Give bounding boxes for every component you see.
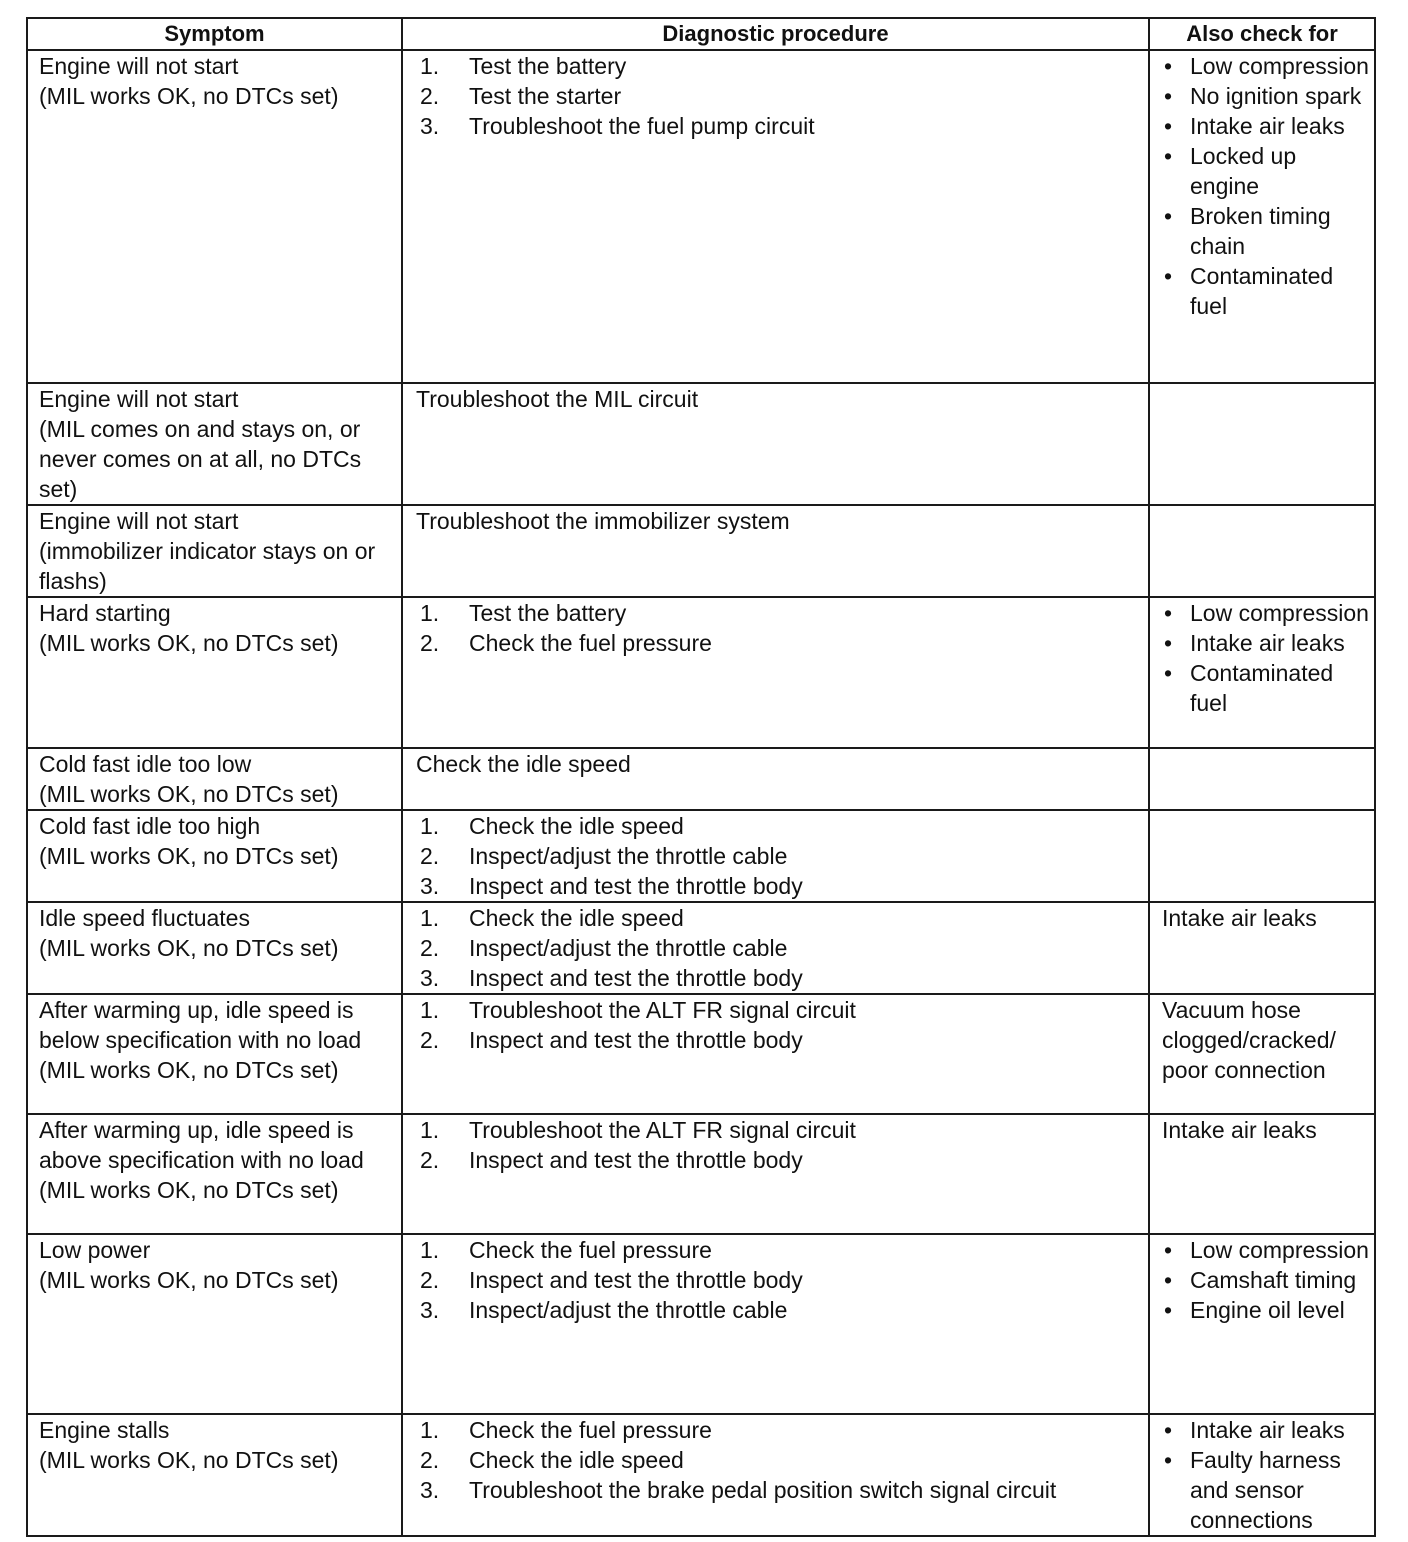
table-row: [27, 902, 1375, 994]
step-text: Troubleshoot the ALT FR signal circuit: [469, 1117, 856, 1143]
procedure-cell: [402, 1234, 1149, 1414]
also-check-cell: [1149, 597, 1375, 748]
symptom-condition: (MIL comes on and stays on, or never comes on at all, no DTCs set): [39, 416, 362, 502]
bullet-icon: •: [1164, 143, 1173, 169]
step-number: 3.: [420, 113, 440, 139]
also-check-cell: [1149, 383, 1375, 505]
also-check-item: [1162, 201, 1370, 261]
bullet-icon: •: [1164, 83, 1173, 109]
symptom-title: After warming up, idle speed is below specification with no load: [39, 997, 362, 1053]
step-number: 2.: [420, 1027, 440, 1053]
also-check-text: Camshaft timing: [1190, 1267, 1357, 1293]
step-text: Troubleshoot the fuel pump circuit: [469, 113, 815, 139]
procedure-cell: [402, 994, 1149, 1114]
step-number: 2.: [420, 630, 440, 656]
procedure-cell: [402, 50, 1149, 383]
diagnostic-table: [26, 17, 1376, 1537]
table-row: [27, 597, 1375, 748]
table-row: [27, 810, 1375, 902]
bullet-icon: •: [1164, 630, 1173, 656]
step-number: 2.: [420, 1267, 440, 1293]
step-text: Inspect and test the throttle body: [469, 1027, 803, 1053]
symptom-condition: (MIL works OK, no DTCs set): [39, 1177, 339, 1203]
also-check-text: Low compression: [1190, 1237, 1369, 1263]
procedure-cell: [402, 505, 1149, 597]
step-number: 2.: [420, 935, 440, 961]
procedure-cell: [402, 902, 1149, 994]
also-check-text: Intake air leaks: [1162, 905, 1317, 931]
procedure-step: [416, 933, 1140, 963]
table-row: [27, 505, 1375, 597]
step-text: Check the fuel pressure: [469, 1417, 712, 1443]
also-check-text: Low compression: [1190, 53, 1369, 79]
also-check-text: Engine oil level: [1190, 1297, 1345, 1323]
procedure-text: Troubleshoot the immobilizer system: [416, 508, 790, 534]
bullet-icon: •: [1164, 1447, 1173, 1473]
symptom-condition: (MIL works OK, no DTCs set): [39, 781, 339, 807]
also-check-cell: [1149, 994, 1375, 1114]
also-check-item: [1162, 51, 1370, 81]
also-check-text: Intake air leaks: [1162, 1117, 1317, 1143]
header-row: [27, 18, 1375, 50]
also-check-item: [1162, 111, 1370, 141]
step-number: 1.: [420, 1237, 440, 1263]
bullet-icon: •: [1164, 53, 1173, 79]
also-check-cell: [1149, 505, 1375, 597]
step-number: 2.: [420, 83, 440, 109]
bullet-icon: •: [1164, 1237, 1173, 1263]
also-check-cell: [1149, 50, 1375, 383]
procedure-text: Troubleshoot the MIL circuit: [416, 386, 699, 412]
procedure-step: [416, 841, 1140, 871]
also-check-item: [1162, 141, 1370, 201]
bullet-icon: •: [1164, 263, 1173, 289]
symptom-cell: [27, 748, 402, 810]
procedure-step: [416, 1475, 1140, 1505]
also-check-text: Low compression: [1190, 600, 1369, 626]
also-check-text: No ignition spark: [1190, 83, 1362, 109]
also-check-item: [1162, 261, 1370, 321]
also-check-cell: [1149, 748, 1375, 810]
symptom-condition: (MIL works OK, no DTCs set): [39, 1267, 339, 1293]
symptom-condition: (MIL works OK, no DTCs set): [39, 935, 339, 961]
step-text: Check the fuel pressure: [469, 1237, 712, 1263]
procedure-step: [416, 628, 1140, 658]
also-check-item: [1162, 628, 1370, 658]
step-text: Troubleshoot the ALT FR signal circuit: [469, 997, 856, 1023]
also-check-cell: [1149, 902, 1375, 994]
procedure-steps: [416, 598, 1140, 658]
symptom-title: Engine will not start: [39, 508, 239, 534]
procedure-cell: [402, 748, 1149, 810]
also-check-item: [1162, 1265, 1370, 1295]
procedure-step: [416, 995, 1140, 1025]
step-text: Check the idle speed: [469, 1447, 684, 1473]
symptom-condition: (MIL works OK, no DTCs set): [39, 83, 339, 109]
step-number: 1.: [420, 997, 440, 1023]
symptom-cell: [27, 902, 402, 994]
bullet-icon: •: [1164, 600, 1173, 626]
also-check-item: [1162, 81, 1370, 111]
step-number: 1.: [420, 905, 440, 931]
also-check-list: [1162, 1415, 1370, 1535]
also-check-cell: [1149, 1414, 1375, 1536]
symptom-cell: [27, 1414, 402, 1536]
symptom-title: Low power: [39, 1237, 151, 1263]
procedure-steps: [416, 1415, 1140, 1505]
step-number: 3.: [420, 965, 440, 991]
procedure-steps: [416, 1235, 1140, 1325]
also-check-text: Intake air leaks: [1190, 630, 1345, 656]
symptom-condition: (MIL works OK, no DTCs set): [39, 1057, 339, 1083]
symptom-title: After warming up, idle speed is above specification with no load: [39, 1117, 364, 1173]
symptom-cell: [27, 1114, 402, 1234]
symptom-condition: (MIL works OK, no DTCs set): [39, 1447, 339, 1473]
symptom-title: Engine stalls: [39, 1417, 170, 1443]
procedure-step: [416, 1415, 1140, 1445]
bullet-icon: •: [1164, 1297, 1173, 1323]
symptom-title: Cold fast idle too low: [39, 751, 252, 777]
symptom-title: Engine will not start: [39, 386, 239, 412]
step-text: Check the idle speed: [469, 813, 684, 839]
step-text: Check the idle speed: [469, 905, 684, 931]
also-check-cell: [1149, 1234, 1375, 1414]
procedure-steps: [416, 995, 1140, 1055]
table-row: [27, 383, 1375, 505]
also-check-text: Vacuum hose clogged/cracked/ poor connection: [1162, 997, 1336, 1083]
also-check-item: [1162, 1295, 1370, 1325]
symptom-condition: (MIL works OK, no DTCs set): [39, 843, 339, 869]
procedure-step: [416, 111, 1140, 141]
procedure-steps: [416, 51, 1140, 141]
bullet-icon: •: [1164, 1417, 1173, 1443]
step-number: 2.: [420, 843, 440, 869]
procedure-steps: [416, 1115, 1140, 1175]
procedure-cell: [402, 1414, 1149, 1536]
also-check-item: [1162, 1235, 1370, 1265]
step-text: Inspect and test the throttle body: [469, 1147, 803, 1173]
also-check-text: Intake air leaks: [1190, 113, 1345, 139]
procedure-step: [416, 1115, 1140, 1145]
also-check-item: [1162, 1415, 1370, 1445]
also-check-text: Broken timing chain: [1190, 203, 1331, 259]
step-number: 1.: [420, 1417, 440, 1443]
symptom-cell: [27, 1234, 402, 1414]
also-check-item: [1162, 658, 1370, 718]
table-row: [27, 1414, 1375, 1536]
procedure-step: [416, 1025, 1140, 1055]
procedure-step: [416, 871, 1140, 901]
procedure-steps: [416, 811, 1140, 901]
symptom-cell: [27, 597, 402, 748]
also-check-item: [1162, 1445, 1370, 1535]
step-text: Inspect/adjust the throttle cable: [469, 1297, 788, 1323]
step-text: Test the battery: [469, 600, 627, 626]
procedure-step: [416, 1265, 1140, 1295]
also-check-list: [1162, 1235, 1370, 1325]
table-row: [27, 50, 1375, 383]
also-check-text: Intake air leaks: [1190, 1417, 1345, 1443]
procedure-step: [416, 963, 1140, 993]
step-number: 1.: [420, 813, 440, 839]
bullet-icon: •: [1164, 203, 1173, 229]
step-text: Inspect/adjust the throttle cable: [469, 843, 788, 869]
step-number: 1.: [420, 53, 440, 79]
symptom-cell: [27, 50, 402, 383]
step-number: 3.: [420, 1297, 440, 1323]
procedure-steps: [416, 903, 1140, 993]
procedure-step: [416, 1235, 1140, 1265]
procedure-step: [416, 51, 1140, 81]
procedure-step: [416, 598, 1140, 628]
also-check-list: [1162, 51, 1370, 321]
step-text: Inspect and test the throttle body: [469, 873, 803, 899]
bullet-icon: •: [1164, 1267, 1173, 1293]
procedure-step: [416, 903, 1140, 933]
symptom-cell: [27, 505, 402, 597]
also-check-cell: [1149, 1114, 1375, 1234]
step-number: 1.: [420, 1117, 440, 1143]
also-check-text: Contaminated fuel: [1190, 263, 1334, 319]
step-number: 2.: [420, 1447, 440, 1473]
step-number: 1.: [420, 600, 440, 626]
symptom-title: Cold fast idle too high: [39, 813, 261, 839]
also-check-list: [1162, 598, 1370, 718]
procedure-text: Check the idle speed: [416, 751, 631, 777]
header-also-check: Also check for: [1149, 18, 1375, 50]
step-text: Troubleshoot the brake pedal position switch signal circuit: [469, 1477, 1057, 1503]
symptom-title: Idle speed fluctuates: [39, 905, 250, 931]
step-text: Test the battery: [469, 53, 627, 79]
header-symptom: Symptom: [27, 18, 402, 50]
table-row: [27, 994, 1375, 1114]
procedure-cell: [402, 597, 1149, 748]
symptom-condition: (MIL works OK, no DTCs set): [39, 630, 339, 656]
procedure-cell: [402, 383, 1149, 505]
symptom-title: Engine will not start: [39, 53, 239, 79]
symptom-title: Hard starting: [39, 600, 171, 626]
symptom-condition: (immobilizer indicator stays on or flashs): [39, 538, 376, 594]
also-check-item: [1162, 598, 1370, 628]
also-check-text: Faulty harness and sensor connections: [1190, 1447, 1341, 1533]
procedure-cell: [402, 810, 1149, 902]
table-row: [27, 748, 1375, 810]
procedure-cell: [402, 1114, 1149, 1234]
header-procedure: Diagnostic procedure: [402, 18, 1149, 50]
symptom-cell: [27, 994, 402, 1114]
procedure-step: [416, 81, 1140, 111]
step-text: Inspect and test the throttle body: [469, 965, 803, 991]
step-number: 3.: [420, 873, 440, 899]
procedure-step: [416, 1445, 1140, 1475]
step-text: Inspect/adjust the throttle cable: [469, 935, 788, 961]
step-text: Check the fuel pressure: [469, 630, 712, 656]
step-number: 2.: [420, 1147, 440, 1173]
step-text: Inspect and test the throttle body: [469, 1267, 803, 1293]
bullet-icon: •: [1164, 113, 1173, 139]
also-check-text: Locked up engine: [1190, 143, 1297, 199]
also-check-cell: [1149, 810, 1375, 902]
procedure-step: [416, 811, 1140, 841]
table-row: [27, 1114, 1375, 1234]
step-number: 3.: [420, 1477, 440, 1503]
procedure-step: [416, 1145, 1140, 1175]
table-row: [27, 1234, 1375, 1414]
also-check-text: Contaminated fuel: [1190, 660, 1334, 716]
symptom-cell: [27, 810, 402, 902]
procedure-step: [416, 1295, 1140, 1325]
step-text: Test the starter: [469, 83, 622, 109]
bullet-icon: •: [1164, 660, 1173, 686]
symptom-cell: [27, 383, 402, 505]
